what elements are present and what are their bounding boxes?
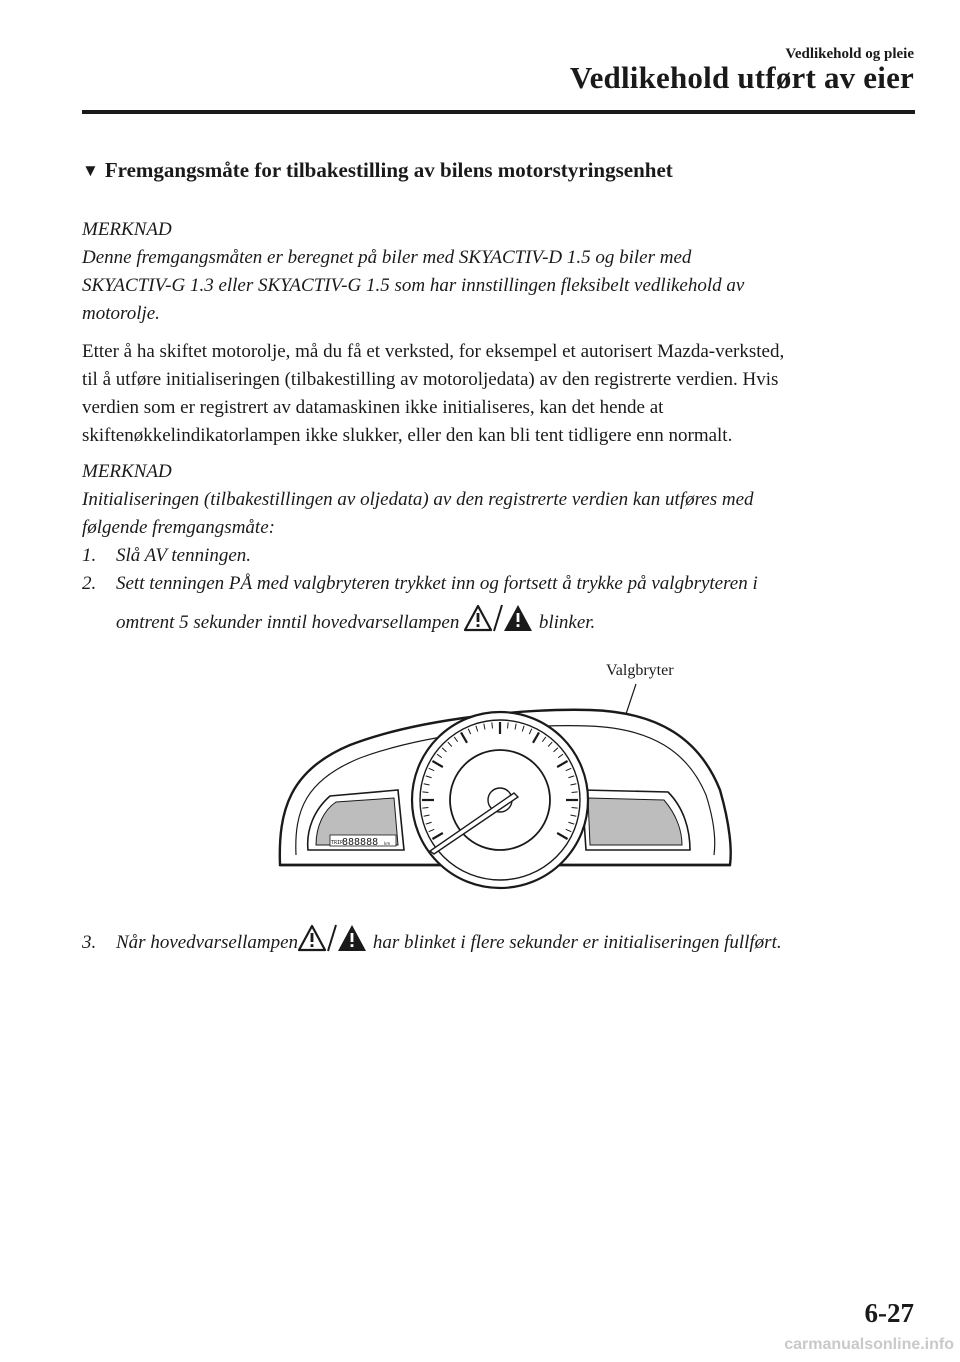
footer-watermark: carmanualsonline.info [784, 1336, 954, 1353]
step-text: Slå AV tenningen. [116, 545, 252, 566]
step-text: blinker. [538, 612, 596, 633]
step-text: har blinket i flere sekunder er initialiseringen fullført. [372, 932, 782, 953]
trip-label: TRIP [331, 840, 344, 846]
odometer-unit: km [384, 841, 391, 846]
body-line: skiftenøkkelindikatorlampen ikke slukker, eller den kan bli tent tidligere enn normalt. [82, 425, 733, 446]
body-line: verdien som er registrert av datamaskinen ikke initialiseres, kan det hende at [82, 397, 664, 418]
step-1 [82, 542, 251, 570]
gauge-tick [422, 808, 428, 809]
step-text: Når hovedvarsellampen [116, 932, 299, 953]
body-line: til å utføre initialiseringen (tilbakestilling av motoroljedata) av den registrerte verdien. Hvis [82, 369, 779, 390]
page-number: 6-27 [864, 1298, 914, 1328]
chapter-header: Vedlikehold og pleie [785, 46, 914, 62]
gauge-tick [572, 808, 578, 809]
instrument-cluster-figure [270, 650, 740, 905]
note-1-line: Denne fremgangsmåten er beregnet på biler med SKYACTIV-D 1.5 og biler med [82, 247, 692, 268]
master-warning-icon [464, 604, 534, 641]
step-2-line-2 [116, 604, 595, 641]
gauge-tick [492, 722, 493, 728]
triangle-down-icon: ▼ [82, 161, 99, 180]
step-2-line-1 [82, 570, 758, 598]
note-2-line: følgende fremgangsmåte: [82, 517, 275, 538]
note-2-line: Initialiseringen (tilbakestillingen av oljedata) av den registrerte verdien kan utføres med [82, 489, 754, 510]
gauge-tick [422, 792, 428, 793]
note-1 [82, 216, 922, 328]
section-header: Vedlikehold utført av eier [569, 60, 914, 95]
gauge-tick [508, 722, 509, 728]
callout-label: Valgbryter [606, 662, 674, 679]
body-line: Etter å ha skiftet motorolje, må du få et verksted, for eksempel et autorisert Mazda-verksted, [82, 341, 785, 362]
step-number: 3. [82, 932, 97, 953]
step-text: omtrent 5 sekunder inntil hovedvarsellampen [116, 612, 460, 633]
note-1-label: MERKNAD [82, 219, 172, 240]
gauge-tick [572, 792, 578, 793]
section-title [82, 158, 673, 183]
body-paragraph [82, 338, 922, 450]
odometer-display: 888888 [342, 837, 379, 848]
step-text: Sett tenningen PÅ med valgbryteren trykket inn og fortsett å trykke på valgbryteren i [116, 573, 758, 594]
note-1-line: motorolje. [82, 303, 160, 324]
section-title-text: Fremgangsmåte for tilbakestilling av bilens motorstyringsenhet [104, 158, 673, 182]
note-1-line: SKYACTIV-G 1.3 eller SKYACTIV-G 1.5 som har innstillingen fleksibelt vedlikehold av [82, 275, 745, 296]
step-3 [82, 924, 782, 961]
note-2-label: MERKNAD [82, 461, 172, 482]
step-number: 2. [82, 573, 97, 594]
note-2 [82, 458, 922, 542]
step-number: 1. [82, 545, 97, 566]
header-divider [82, 110, 915, 114]
master-warning-icon [298, 924, 368, 961]
